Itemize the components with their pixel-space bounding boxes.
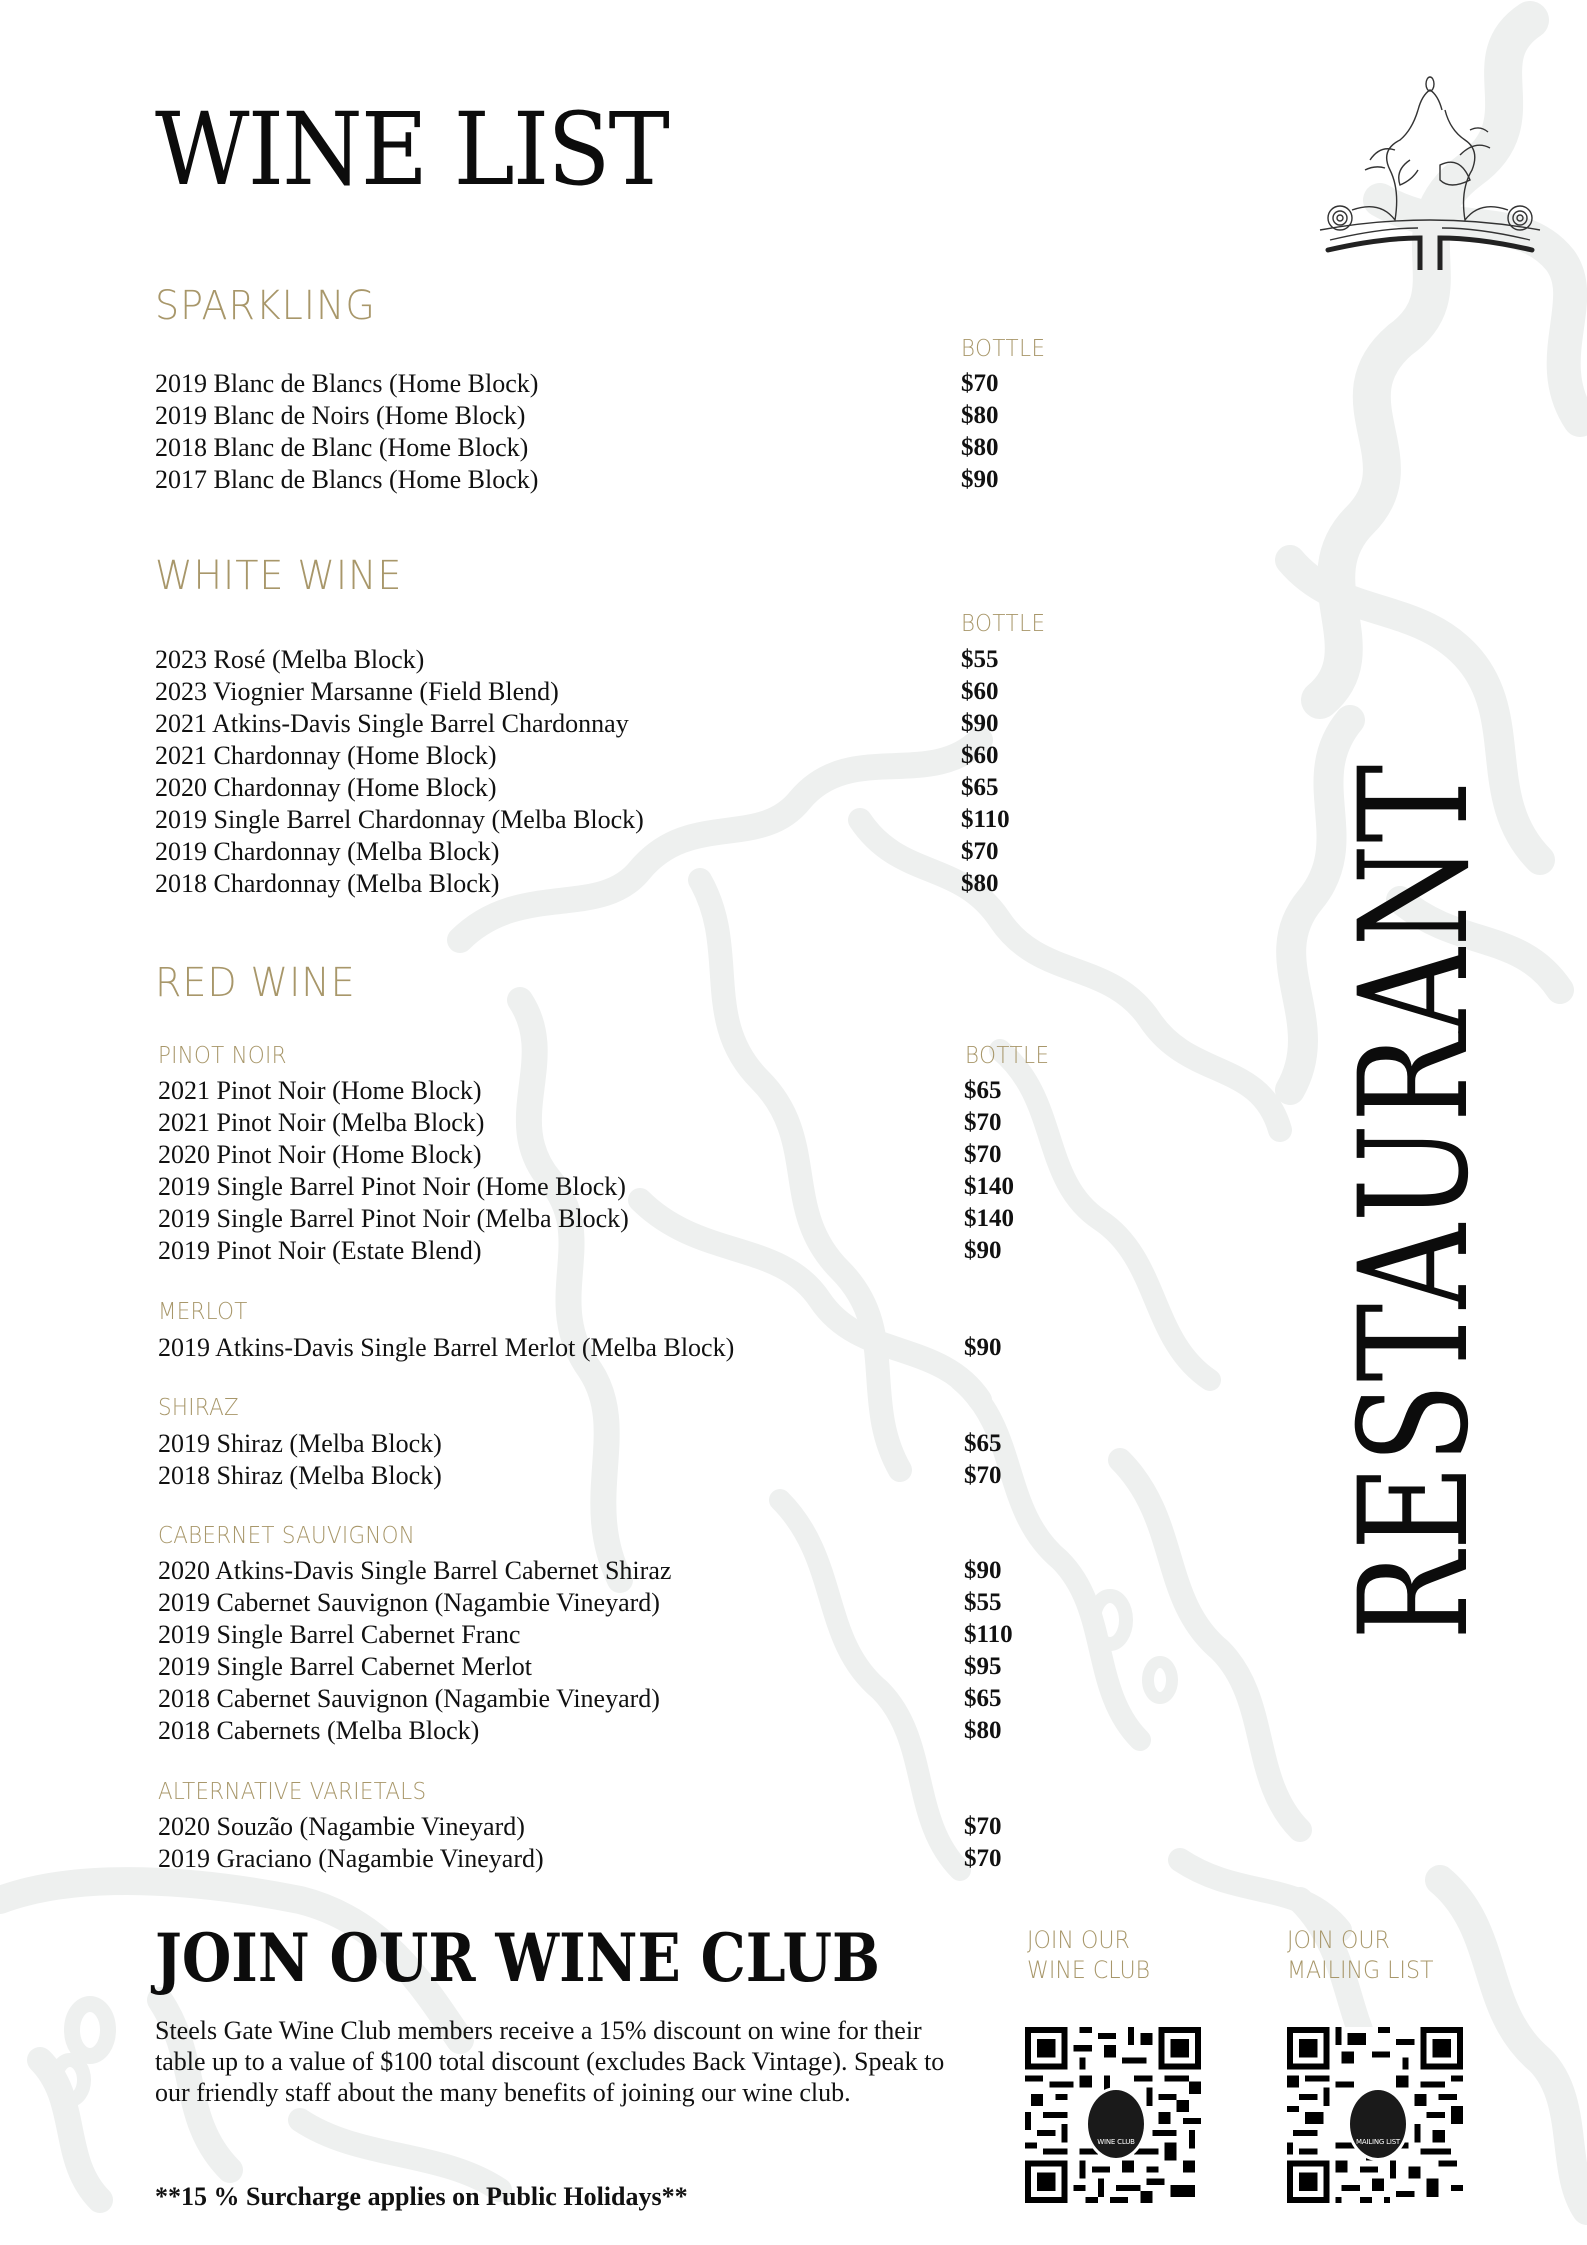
- wine-price: $65: [964, 1430, 1002, 1457]
- list-item: [158, 1428, 1058, 1460]
- list-item: [155, 708, 1055, 740]
- section-heading-white-wine: WHITE WINE: [155, 553, 403, 599]
- restaurant-vertical-title: [1330, 620, 1500, 1640]
- wine-price: $65: [961, 774, 999, 801]
- wine-club-heading: JOIN OUR WINE CLUB: [155, 1919, 881, 1997]
- qr-label-wine-club: [1027, 1925, 1150, 1985]
- list-item: [155, 676, 1055, 708]
- list-item: [158, 1843, 1058, 1875]
- wine-price: $70: [961, 838, 999, 865]
- wine-club-description: Steels Gate Wine Club members receive a 15% discount on wine for their table up to a value of $100 total discount (excludes Back Vintage). Speak to our friendly staff about the many benefits of joining our wine club.: [155, 2016, 945, 2107]
- surcharge-note: **15 % Surcharge applies on Public Holidays**: [155, 2182, 688, 2211]
- list-item: [158, 1332, 1058, 1364]
- winery-gate-logo-icon: [1300, 70, 1560, 270]
- sub-heading-shiraz: SHIRAZ: [158, 1395, 239, 1421]
- wine-price: $80: [964, 1717, 1002, 1744]
- wine-price: $90: [964, 1557, 1002, 1584]
- list-item: [155, 464, 1055, 496]
- wine-name: 2019 Blanc de Blancs (Home Block): [155, 369, 539, 398]
- list-item: [155, 804, 1055, 836]
- wine-price: $60: [961, 742, 999, 769]
- sub-heading-pinot-noir: PINOT NOIR: [158, 1043, 287, 1069]
- list-item: [158, 1587, 1058, 1619]
- wine-name: 2019 Chardonnay (Melba Block): [155, 837, 500, 866]
- sub-heading-cabernet-sauvignon: CABERNET SAUVIGNON: [158, 1523, 415, 1549]
- qr-badge: MAILING LIST: [1347, 2087, 1409, 2161]
- column-label-bottle: BOTTLE: [961, 336, 1046, 362]
- wine-price: $70: [961, 370, 999, 397]
- wine-name: 2021 Pinot Noir (Home Block): [158, 1076, 482, 1105]
- wine-name: 2020 Atkins-Davis Single Barrel Cabernet Shiraz: [158, 1556, 672, 1585]
- qr-label-line2: MAILING LIST: [1287, 1956, 1434, 1984]
- cabernet-list: [158, 1555, 1058, 1747]
- list-item: [158, 1811, 1058, 1843]
- qr-label-line1: JOIN OUR: [1027, 1926, 1130, 1954]
- wine-price: $140: [964, 1205, 1014, 1232]
- wine-price: $110: [964, 1621, 1013, 1648]
- list-item: [158, 1555, 1058, 1587]
- list-item: [155, 432, 1055, 464]
- list-item: [155, 772, 1055, 804]
- wine-price: $90: [961, 466, 999, 493]
- list-item: [158, 1203, 1058, 1235]
- wine-price: $70: [964, 1813, 1002, 1840]
- wine-name: 2019 Single Barrel Chardonnay (Melba Block): [155, 805, 644, 834]
- wine-name: 2019 Single Barrel Pinot Noir (Melba Block): [158, 1204, 629, 1233]
- wine-name: 2021 Pinot Noir (Melba Block): [158, 1108, 485, 1137]
- qr-label-line1: JOIN OUR: [1287, 1926, 1390, 1954]
- wine-name: 2019 Single Barrel Pinot Noir (Home Block): [158, 1172, 626, 1201]
- wine-name: 2018 Cabernet Sauvignon (Nagambie Vineyard): [158, 1684, 660, 1713]
- wine-price: $95: [964, 1653, 1002, 1680]
- sparkling-list: [155, 368, 1055, 496]
- wine-price: $90: [964, 1237, 1002, 1264]
- wine-name: 2023 Rosé (Melba Block): [155, 645, 425, 674]
- page-title: WINE LIST: [155, 91, 669, 208]
- wine-price: $55: [964, 1589, 1002, 1616]
- wine-name: 2019 Pinot Noir (Estate Blend): [158, 1236, 482, 1265]
- qr-badge: WINE CLUB: [1085, 2087, 1147, 2161]
- wine-name: 2019 Graciano (Nagambie Vineyard): [158, 1844, 544, 1873]
- alternative-varietals-list: [158, 1811, 1058, 1875]
- wine-price: $70: [964, 1109, 1002, 1136]
- wine-price: $90: [964, 1334, 1002, 1361]
- wine-price: $80: [961, 402, 999, 429]
- wine-price: $140: [964, 1173, 1014, 1200]
- wine-price: $55: [961, 646, 999, 673]
- section-heading-sparkling: SPARKLING: [155, 283, 376, 329]
- wine-price: $70: [964, 1462, 1002, 1489]
- wine-price: $70: [964, 1845, 1002, 1872]
- list-item: [158, 1619, 1058, 1651]
- list-item: [155, 836, 1055, 868]
- list-item: [158, 1107, 1058, 1139]
- wine-name: 2017 Blanc de Blancs (Home Block): [155, 465, 539, 494]
- wine-name: 2023 Viognier Marsanne (Field Blend): [155, 677, 559, 706]
- wine-name: 2019 Blanc de Noirs (Home Block): [155, 401, 526, 430]
- restaurant-vertical-title-text: RESTAURANT: [1328, 762, 1502, 1640]
- wine-name: 2020 Souzão (Nagambie Vineyard): [158, 1812, 525, 1841]
- list-item: [158, 1683, 1058, 1715]
- list-item: [155, 400, 1055, 432]
- wine-name: 2020 Pinot Noir (Home Block): [158, 1140, 482, 1169]
- wine-price: $65: [964, 1077, 1002, 1104]
- list-item: [158, 1171, 1058, 1203]
- column-label-bottle: BOTTLE: [965, 1043, 1050, 1069]
- wine-name: 2019 Single Barrel Cabernet Franc: [158, 1620, 521, 1649]
- list-item: [158, 1235, 1058, 1267]
- wine-name: 2021 Chardonnay (Home Block): [155, 741, 497, 770]
- list-item: [155, 644, 1055, 676]
- sub-heading-merlot: MERLOT: [158, 1299, 248, 1325]
- wine-price: $80: [961, 870, 999, 897]
- wine-name: 2018 Cabernets (Melba Block): [158, 1716, 480, 1745]
- pinot-noir-list: [158, 1075, 1058, 1267]
- list-item: [158, 1715, 1058, 1747]
- list-item: [155, 868, 1055, 900]
- qr-label-line2: WINE CLUB: [1027, 1956, 1151, 1984]
- list-item: [158, 1075, 1058, 1107]
- list-item: [158, 1460, 1058, 1492]
- white-wine-list: [155, 644, 1055, 900]
- wine-name: 2021 Atkins-Davis Single Barrel Chardonnay: [155, 709, 629, 738]
- list-item: [158, 1651, 1058, 1683]
- wine-name: 2020 Chardonnay (Home Block): [155, 773, 497, 802]
- qr-code-icon[interactable]: [1025, 2027, 1201, 2203]
- wine-name: 2018 Shiraz (Melba Block): [158, 1461, 442, 1490]
- wine-name: 2019 Cabernet Sauvignon (Nagambie Vineyard): [158, 1588, 660, 1617]
- wine-price: $65: [964, 1685, 1002, 1712]
- wine-name: 2018 Blanc de Blanc (Home Block): [155, 433, 529, 462]
- column-label-bottle: BOTTLE: [961, 611, 1046, 637]
- list-item: [158, 1139, 1058, 1171]
- wine-name: 2018 Chardonnay (Melba Block): [155, 869, 500, 898]
- wine-name: 2019 Shiraz (Melba Block): [158, 1429, 442, 1458]
- wine-name: 2019 Single Barrel Cabernet Merlot: [158, 1652, 533, 1681]
- wine-price: $90: [961, 710, 999, 737]
- sub-heading-alternative-varietals: ALTERNATIVE VARIETALS: [158, 1779, 427, 1805]
- qr-label-mailing-list: [1287, 1925, 1433, 1985]
- wine-price: $110: [961, 806, 1010, 833]
- wine-name: 2019 Atkins-Davis Single Barrel Merlot (Melba Block): [158, 1333, 735, 1362]
- wine-price: $60: [961, 678, 999, 705]
- section-heading-red-wine: RED WINE: [155, 960, 356, 1006]
- shiraz-list: [158, 1428, 1058, 1492]
- wine-price: $80: [961, 434, 999, 461]
- merlot-list: [158, 1332, 1058, 1364]
- list-item: [155, 740, 1055, 772]
- wine-price: $70: [964, 1141, 1002, 1168]
- qr-code-icon[interactable]: [1287, 2027, 1463, 2203]
- list-item: [155, 368, 1055, 400]
